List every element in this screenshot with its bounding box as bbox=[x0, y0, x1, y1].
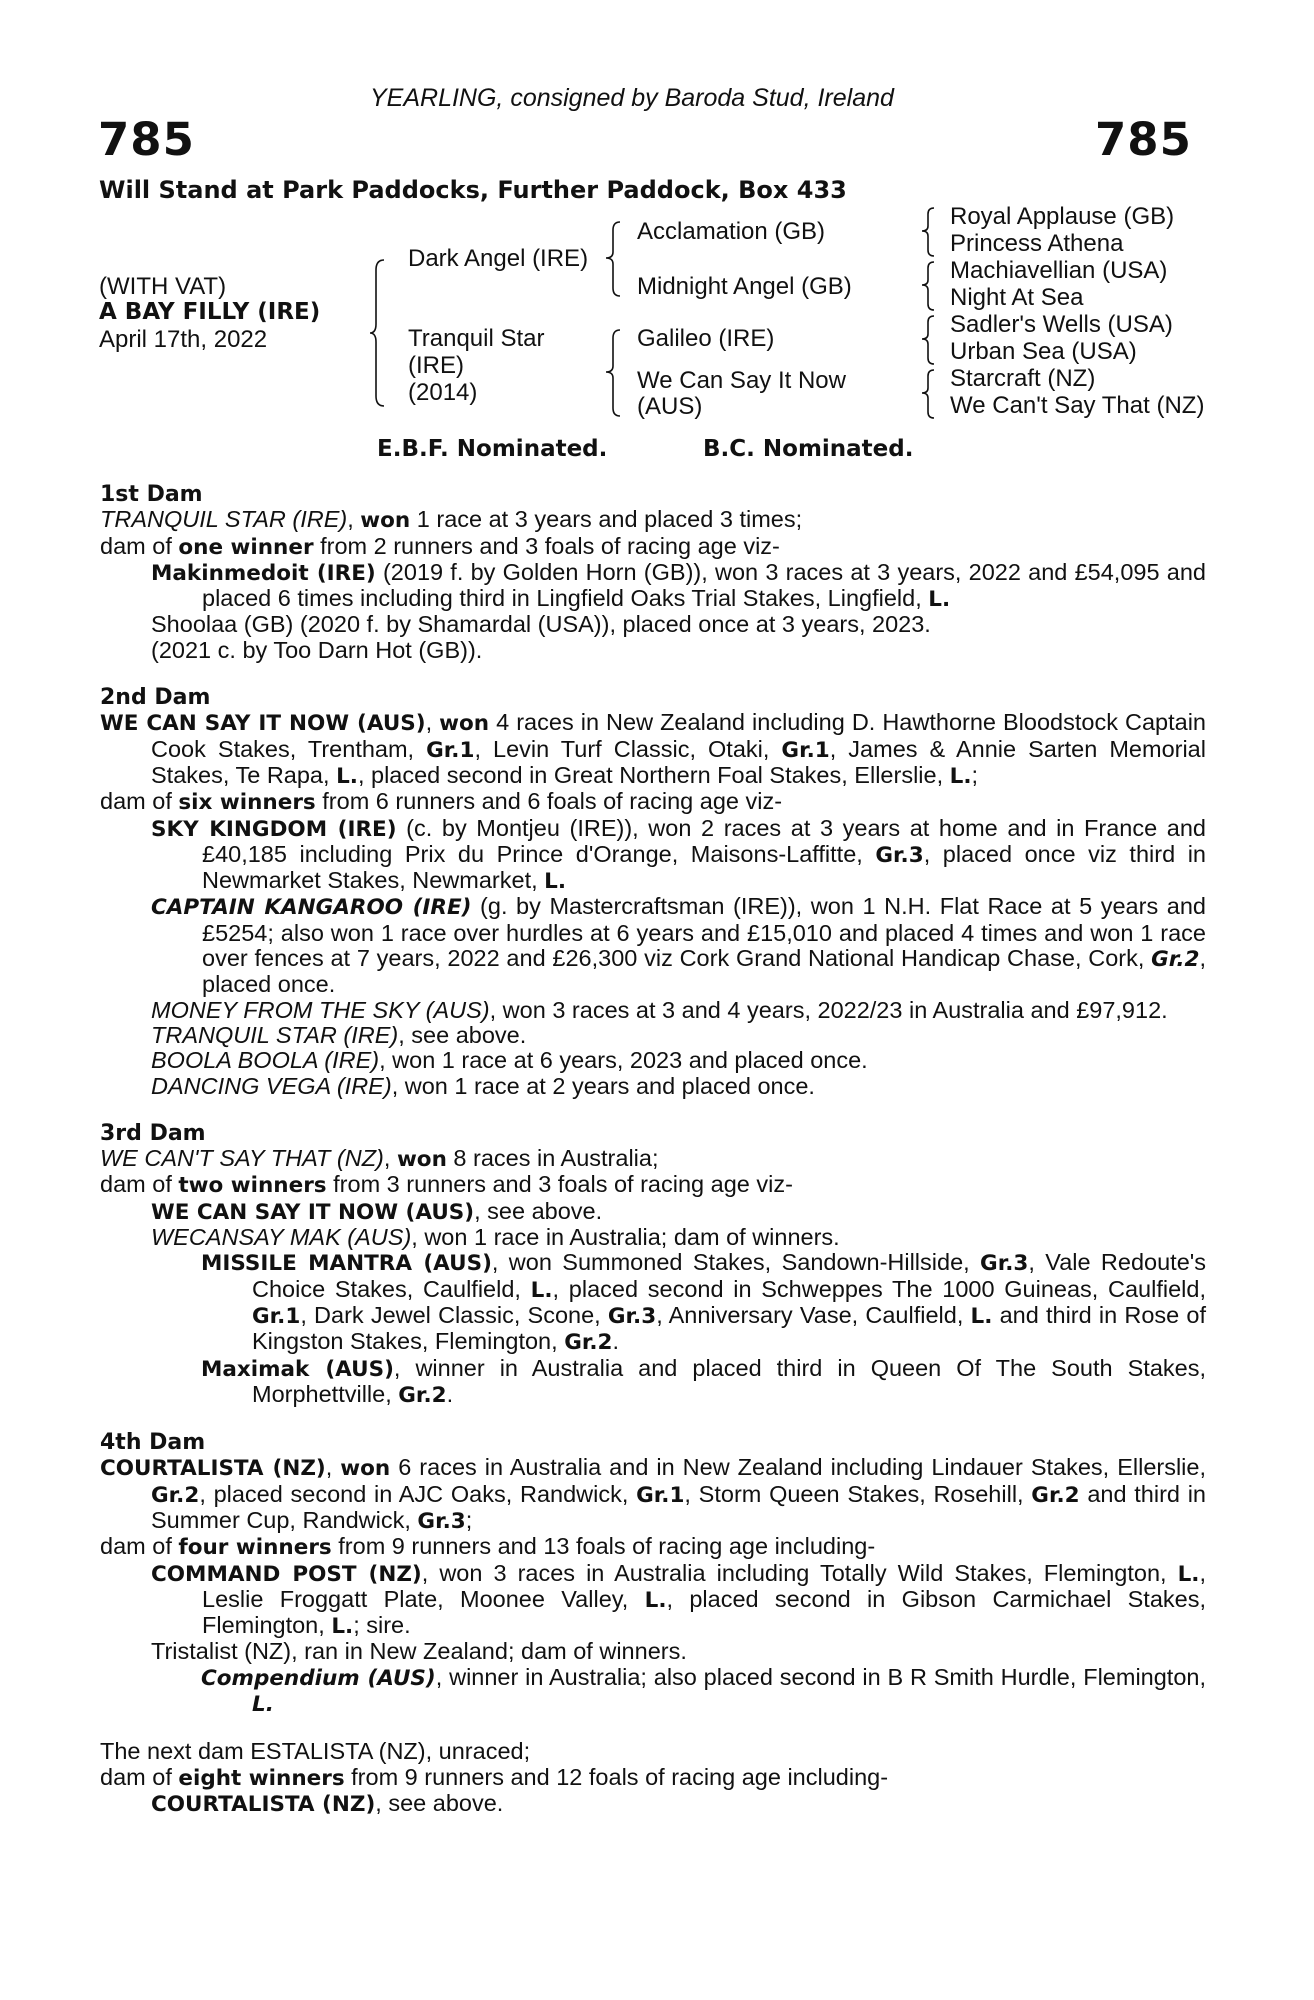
offspring-sky-kingdom: SKY KINGDOM (IRE) (c. by Montjeu (IRE)), won 2 races at 3 years at home and in France and £40,185 including Prix du Prince d'Orange, Maisons-Laffitte, Gr.3, placed once viz third in Newmarket Stakes, Newmarket, L. bbox=[151, 814, 1206, 895]
pedigree-bracket-g3-1 bbox=[922, 206, 938, 258]
sire-dam-sire: Machiavellian (USA) bbox=[950, 257, 1168, 284]
stand-location: Will Stand at Park Paddocks, Further Paddock, Box 433 bbox=[99, 176, 847, 204]
lot-number-left: 785 bbox=[98, 113, 195, 166]
grand-offspring-missile-mantra: MISSILE MANTRA (AUS), won Summoned Stakes, Sandown-Hillside, Gr.3, Vale Redoute's Choice Stakes, Caulfield, L., placed second in Schweppes The 1000 Guineas, Caulfield, Gr.1, Dark Jewel Classic, Scone, Gr.3, Anniversary Vase, Caulfield, L. and third in Rose of Kingston Stakes, Flemington, Gr.2. bbox=[201, 1249, 1207, 1356]
second-dam-heading: 2nd Dam bbox=[100, 685, 211, 711]
sale-subtitle: YEARLING, consigned by Baroda Stud, Ireland bbox=[370, 84, 894, 112]
vat-note: (WITH VAT) bbox=[99, 273, 227, 300]
dam-dam-sire: Starcraft (NZ) bbox=[950, 365, 1096, 392]
offspring-boola-boola: BOOLA BOOLA (IRE), won 1 race at 6 years, 2023 and placed once. bbox=[151, 1047, 868, 1074]
offspring-command-post: COMMAND POST (NZ), won 3 races in Australia including Totally Wild Stakes, Flemington, L., Leslie Froggatt Plate, Moonee Valley, L., placed second in Gibson Carmichael Stakes, Flemington, L.; sire. bbox=[151, 1559, 1206, 1640]
dam-line-3: (2014) bbox=[408, 379, 478, 406]
third-dam-record: WE CAN'T SAY THAT (NZ), won 8 races in Australia; bbox=[100, 1145, 659, 1173]
dam-dam-line-2: (AUS) bbox=[637, 393, 703, 420]
offspring-captain-kangaroo: CAPTAIN KANGAROO (IRE) (g. by Mastercraftsman (IRE)), won 1 N.H. Flat Race at 5 years and £5254; also won 1 race over hurdles at 6 years and £15,010 and placed 4 times and won 1 race over fences at 7 years, 2022 and £26,300 viz Cork Grand National Handicap Chase, Cork, Gr.2, placed once. bbox=[151, 893, 1206, 998]
dam-dam-dam: We Can't Say That (NZ) bbox=[950, 392, 1205, 419]
pedigree-bracket-dam bbox=[606, 328, 626, 420]
dam-line-2: (IRE) bbox=[408, 352, 464, 379]
offspring-we-can-say-it-now: WE CAN SAY IT NOW (AUS), see above. bbox=[151, 1197, 603, 1225]
first-dam-heading: 1st Dam bbox=[100, 482, 203, 507]
grand-offspring-maximak: Maximak (AUS), winner in Australia and placed third in Queen Of The South Stakes, Morphettville, Gr.2. bbox=[201, 1354, 1206, 1408]
horse-name: A BAY FILLY (IRE) bbox=[99, 299, 321, 325]
second-dam-produce-summary: dam of six winners from 6 runners and 6 foals of racing age viz- bbox=[100, 788, 783, 816]
dam-sire: Galileo (IRE) bbox=[637, 325, 775, 352]
sire-sire-dam: Princess Athena bbox=[950, 230, 1124, 257]
offspring-courtalista: COURTALISTA (NZ), see above. bbox=[151, 1789, 504, 1817]
pedigree-bracket-g3-2 bbox=[922, 260, 938, 312]
offspring-tranquil-star: TRANQUIL STAR (IRE), see above. bbox=[151, 1021, 527, 1048]
pedigree-bracket-g3-3 bbox=[922, 314, 938, 366]
ebf-nomination: E.B.F. Nominated. bbox=[377, 436, 608, 462]
sire-dam-dam: Night At Sea bbox=[950, 284, 1084, 311]
catalogue-body bbox=[100, 482, 1206, 1817]
dam-name: TRANQUIL STAR (IRE) bbox=[100, 506, 348, 533]
pedigree-bracket-1 bbox=[370, 258, 390, 408]
offspring-money-from-the-sky: MONEY FROM THE SKY (AUS), won 3 races at 3 and 4 years, 2022/23 in Australia and £97,912. bbox=[151, 996, 1168, 1023]
pedigree-bracket-sire bbox=[606, 220, 626, 300]
dam-sire-sire: Sadler's Wells (USA) bbox=[950, 311, 1173, 338]
next-dam-record: The next dam ESTALISTA (NZ), unraced; bbox=[100, 1738, 531, 1765]
offspring-wecansay-mak: WECANSAY MAK (AUS), won 1 race in Australia; dam of winners. bbox=[151, 1224, 840, 1251]
first-dam-produce-summary: dam of one winner from 2 runners and 3 foals of racing age viz- bbox=[100, 532, 780, 560]
dam-dam-line-1: We Can Say It Now bbox=[637, 367, 846, 394]
birth-date: April 17th, 2022 bbox=[99, 326, 268, 353]
fourth-dam-produce-summary: dam of four winners from 9 runners and 13 foals of racing age including- bbox=[100, 1533, 876, 1561]
bc-nomination: B.C. Nominated. bbox=[703, 436, 914, 462]
offspring-makinmedoit: Makinmedoit (IRE) (2019 f. by Golden Horn (GB)), won 3 races at 3 years, 2022 and £54,095 and placed 6 times including third in Lingfield Oaks Trial Stakes, Lingfield, L. bbox=[151, 558, 1206, 613]
sire-dam: Midnight Angel (GB) bbox=[637, 273, 852, 300]
fourth-dam-record: COURTALISTA (NZ), won 6 races in Australia and in New Zealand including Lindauer Stakes, Ellerslie, Gr.2, placed second in AJC Oaks, Randwick, Gr.1, Storm Queen Stakes, Rosehill, Gr.2 and third in Summer Cup, Randwick, Gr.3; bbox=[100, 1454, 1206, 1534]
pedigree-bracket-g3-4 bbox=[922, 368, 938, 420]
offspring-dancing-vega: DANCING VEGA (IRE), won 1 race at 2 years and placed once. bbox=[151, 1072, 815, 1099]
second-dam-record: WE CAN SAY IT NOW (AUS), won 4 races in New Zealand including D. Hawthorne Bloodstock Captain Cook Stakes, Trentham, Gr.1, Levin Turf Classic, Otaki, Gr.1, James & Annie Sarten Memorial Stakes, Te Rapa, L., placed second in Great Northern Foal Stakes, Ellerslie, L.; bbox=[100, 709, 1206, 789]
fourth-dam-heading: 4th Dam bbox=[100, 1430, 206, 1456]
third-dam-heading: 3rd Dam bbox=[100, 1120, 206, 1146]
offspring-tristalist: Tristalist (NZ), ran in New Zealand; dam of winners. bbox=[151, 1638, 687, 1665]
lot-number-right: 785 bbox=[1095, 113, 1192, 166]
grand-offspring-compendium: Compendium (AUS), winner in Australia; also placed second in B R Smith Hurdle, Flemington, L. bbox=[201, 1663, 1207, 1718]
offspring-2021-colt: (2021 c. by Too Darn Hot (GB)). bbox=[151, 636, 483, 663]
dam-sire-dam: Urban Sea (USA) bbox=[950, 338, 1137, 365]
offspring-shoolaa: Shoolaa (GB) (2020 f. by Shamardal (USA)), placed once at 3 years, 2023. bbox=[151, 611, 931, 638]
dam-line-1: Tranquil Star bbox=[408, 325, 545, 352]
sire-sire: Acclamation (GB) bbox=[637, 218, 826, 245]
third-dam-produce-summary: dam of two winners from 3 runners and 3 foals of racing age viz- bbox=[100, 1171, 793, 1199]
next-dam-produce-summary: dam of eight winners from 9 runners and 12 foals of racing age including- bbox=[100, 1763, 889, 1791]
sire: Dark Angel (IRE) bbox=[408, 245, 589, 272]
first-dam-record: TRANQUIL STAR (IRE), won 1 race at 3 years and placed 3 times; bbox=[100, 506, 803, 534]
sire-sire-sire: Royal Applause (GB) bbox=[950, 203, 1175, 230]
